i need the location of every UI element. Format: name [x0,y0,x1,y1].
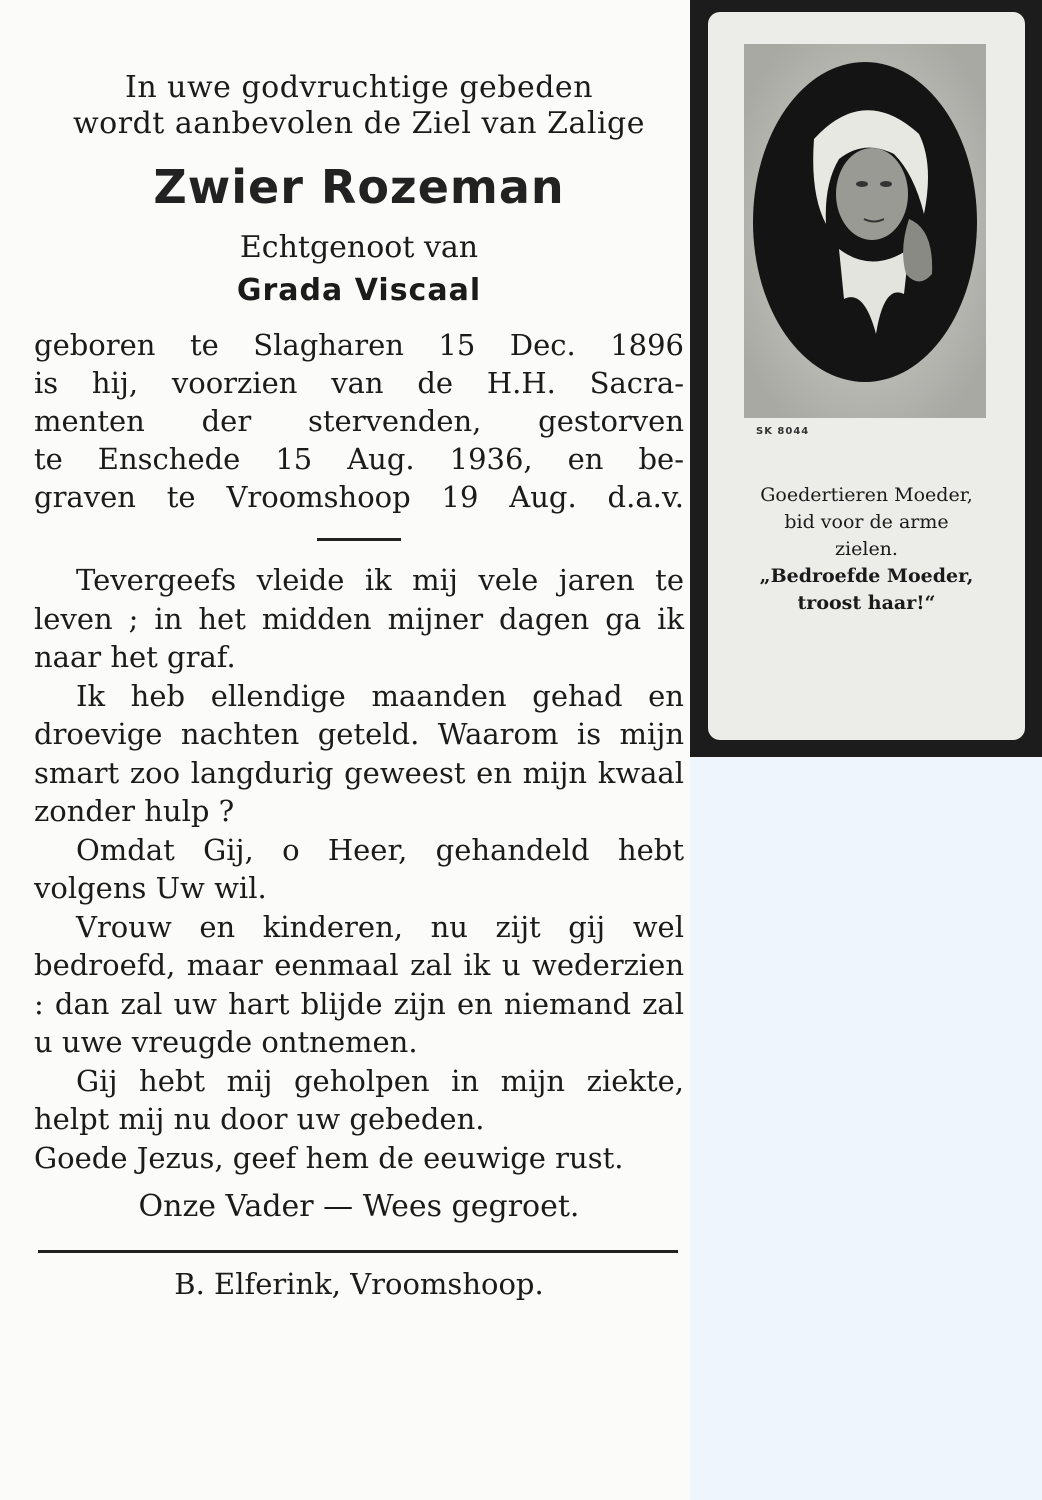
spouse-name: Grada Viscaal [236,273,482,308]
spouse-label: Echtgenoot van [239,230,479,265]
closing-prayer: Onze Vader — Wees gegroet. [138,1189,580,1224]
prayer-caption [708,482,1025,617]
caption-line: troost haar!“ [797,592,936,614]
verse-paragraph: Vrouw en kinderen, nu zijt gij wel bedroefd, maar eenmaal zal ik u wederzien : dan zal uw hart blijde zijn en niemand zal u uwe vreugde ontnemen. [34,909,684,1059]
image-code: SK 8044 [756,426,810,437]
intro-line-2: wordt aanbevolen de Ziel van Zalige [72,106,646,141]
verse-paragraph: Ik heb ellendige maanden gehad en droevige nachten geteld. Waarom is mijn smart zoo langdurig geweest en mijn kwaal zonder hulp ? [34,678,684,828]
caption-line: bid voor de arme [784,511,949,533]
verse-paragraph: Tevergeefs vleide ik mij vele jaren te leven ; in het midden mijner dagen ga ik naar het graf. [34,563,684,674]
verse-paragraph: Omdat Gij, o Heer, gehandeld hebt volgens Uw wil. [34,832,684,905]
verse-paragraph: Goede Jezus, geef hem de eeuwige rust. [34,1140,624,1175]
bio-line: geboren te Slagharen 15 Dec. 1896 [34,328,684,362]
intro-line-1: In uwe godvruchtige gebeden [124,70,594,105]
verse-text [34,561,684,1177]
printer-credit: B. Elferink, Vroomshoop. [174,1267,544,1301]
caption-line: Goedertieren Moeder, [760,484,973,506]
memorial-card-front [690,0,1042,757]
deceased-name: Zwier Rozeman [153,160,565,214]
verse-paragraph: Gij hebt mij geholpen in mijn ziekte, helpt mij nu door uw gebeden. [34,1063,684,1136]
bio-line: menten der stervenden, gestorven [34,404,684,438]
long-divider [38,1250,678,1253]
bio-line: graven te Vroomshoop 19 Aug. d.a.v. [34,480,684,514]
sorrowful-mother-portrait [744,44,986,418]
bio-line: te Enschede 15 Aug. 1936, en be- [34,442,684,476]
caption-line: zielen. [835,538,898,560]
biography [34,326,684,516]
memorial-text [34,70,684,1301]
card-face [708,12,1025,740]
bio-line: is hij, voorzien van de H.H. Sacra- [34,366,684,400]
portrait-frame [744,44,986,418]
caption-line: „Bedroefde Moeder, [759,565,974,587]
short-divider [317,538,401,541]
